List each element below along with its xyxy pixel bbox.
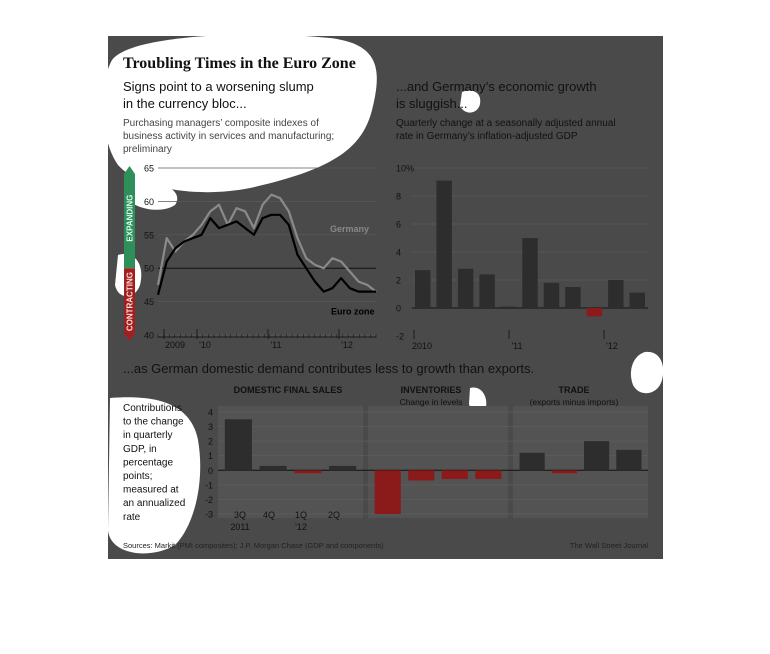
contrib-bar	[375, 470, 401, 514]
contrib-bar	[584, 441, 609, 470]
pmi-x-tick-label: 2009	[164, 340, 186, 350]
gdp-x-tick-label: '12	[606, 341, 618, 351]
gdp-bar	[501, 307, 516, 308]
gdp-y-tick-label: -2	[396, 331, 405, 342]
contrib-y-tick-label: -3	[204, 509, 213, 520]
bottom-heading: ...as German domestic demand contributes less to growth than exports.	[123, 361, 535, 376]
contrib-y-tick-label: 1	[207, 451, 213, 462]
contrib-bar	[294, 470, 321, 473]
pmi-x-tick-label: '11	[270, 340, 282, 350]
bottom-note-line: in quarterly	[123, 430, 173, 442]
contributions-bar-charts	[205, 385, 648, 532]
contrib-y-tick-label: 4	[207, 407, 213, 418]
contrib-bar	[408, 470, 434, 480]
gdp-y-tick-label: 6	[396, 219, 402, 230]
pmi-x-tick-label: '12	[341, 340, 353, 350]
credit-line: The Wall Street Journal	[569, 541, 648, 550]
pmi-x-tick-label: '10	[199, 340, 211, 350]
bottom-note-line: to the change	[123, 416, 184, 428]
bottom-note-line: rate	[123, 511, 141, 523]
contrib-x-tick-sublabel: '12	[295, 522, 307, 532]
gdp-bar	[436, 181, 451, 308]
right-subtitle-1: ...and Germany’s economic growth	[396, 79, 597, 94]
gdp-y-tick-label: 8	[396, 191, 402, 202]
left-subtitle-1: Signs point to a worsening slump	[123, 79, 314, 94]
expanding-label: EXPANDING	[125, 194, 135, 242]
contrib-panel-title: TRADE	[558, 385, 590, 395]
gdp-bar	[544, 283, 559, 308]
bottom-note-line: points;	[123, 471, 153, 482]
contrib-bar	[225, 419, 252, 470]
right-subtitle-2: is sluggish...	[396, 96, 468, 111]
gdp-y-tick-label: 2	[396, 275, 402, 286]
gdp-x-tick-label: 2010	[411, 341, 433, 351]
left-note-2: business activity in services and manufacturing;	[123, 131, 335, 142]
pmi-y-tick-label: 50	[143, 263, 154, 274]
contrib-panel-subtitle: (exports minus imports)	[529, 397, 619, 407]
contrib-bar	[329, 466, 356, 470]
gdp-bar	[415, 270, 430, 308]
gdp-bar	[587, 308, 602, 316]
contrib-bar	[520, 453, 545, 470]
gdp-bar	[565, 287, 580, 308]
contrib-x-tick-label: 3Q	[233, 510, 247, 520]
contracting-label: CONTRACTING	[125, 272, 135, 332]
gdp-y-tick-label: 4	[396, 247, 402, 258]
pmi-y-tick-label: 60	[143, 196, 154, 207]
bottom-note-line: GDP, in	[123, 443, 157, 455]
figure-title: Troubling Times in the Euro Zone	[123, 55, 356, 72]
contrib-x-tick-label: 4Q	[262, 510, 276, 520]
left-note-1: Purchasing managers’ composite indexes of	[123, 118, 319, 129]
bottom-note-line: percentage	[123, 457, 174, 469]
bottom-note-line: measured at	[123, 484, 179, 496]
contrib-panel-subtitle: Change in levels	[399, 397, 463, 407]
gdp-bar	[608, 280, 623, 308]
bottom-note-line: Contributions	[123, 403, 182, 414]
contrib-x-tick-label: 2Q	[327, 510, 341, 520]
contrib-x-tick-label: 1Q	[294, 510, 308, 520]
left-note-3: preliminary	[123, 144, 172, 155]
gdp-y-tick-label: 0	[396, 303, 402, 314]
contrib-panel-title: DOMESTIC FINAL SALES	[233, 385, 343, 395]
pmi-y-tick-label: 40	[143, 330, 154, 341]
bottom-note-line: an annualized	[123, 498, 186, 510]
contrib-bar	[475, 470, 501, 479]
gdp-bar	[458, 269, 473, 308]
pmi-legend-germany: Germany	[330, 224, 370, 235]
gdp-bar	[630, 293, 645, 308]
right-note-1: Quarterly change at a seasonally adjusted annual	[396, 118, 616, 129]
contrib-bar	[260, 466, 287, 470]
contrib-y-tick-label: -2	[204, 494, 213, 505]
pmi-y-tick-label: 65	[143, 163, 154, 174]
pmi-y-tick-label: 55	[143, 230, 154, 241]
gdp-bar	[479, 274, 494, 308]
contrib-bar	[616, 450, 641, 470]
contrib-bar	[442, 470, 468, 479]
gdp-y-tick-label: 10%	[396, 163, 415, 174]
contrib-y-tick-label: 0	[207, 465, 213, 476]
contrib-y-tick-label: -1	[204, 480, 213, 491]
gdp-x-tick-label: '11	[511, 341, 523, 351]
right-note-2: rate in Germany’s inflation-adjusted GDP	[396, 131, 578, 142]
contrib-y-tick-label: 3	[207, 422, 213, 433]
left-subtitle-2: in the currency bloc...	[123, 96, 247, 111]
sources-note: Sources: Markit (PMI composites); J.P. Morgan Chase (GDP and components)	[123, 541, 384, 550]
gdp-bar	[522, 238, 537, 308]
pmi-y-tick-label: 45	[143, 297, 154, 308]
contrib-panel-title: INVENTORIES	[400, 385, 462, 395]
contrib-x-tick-sublabel: 2011	[230, 522, 250, 532]
pmi-legend-euro-zone: Euro zone	[331, 306, 375, 317]
contrib-y-tick-label: 2	[207, 436, 213, 447]
contrib-bar	[552, 470, 577, 473]
